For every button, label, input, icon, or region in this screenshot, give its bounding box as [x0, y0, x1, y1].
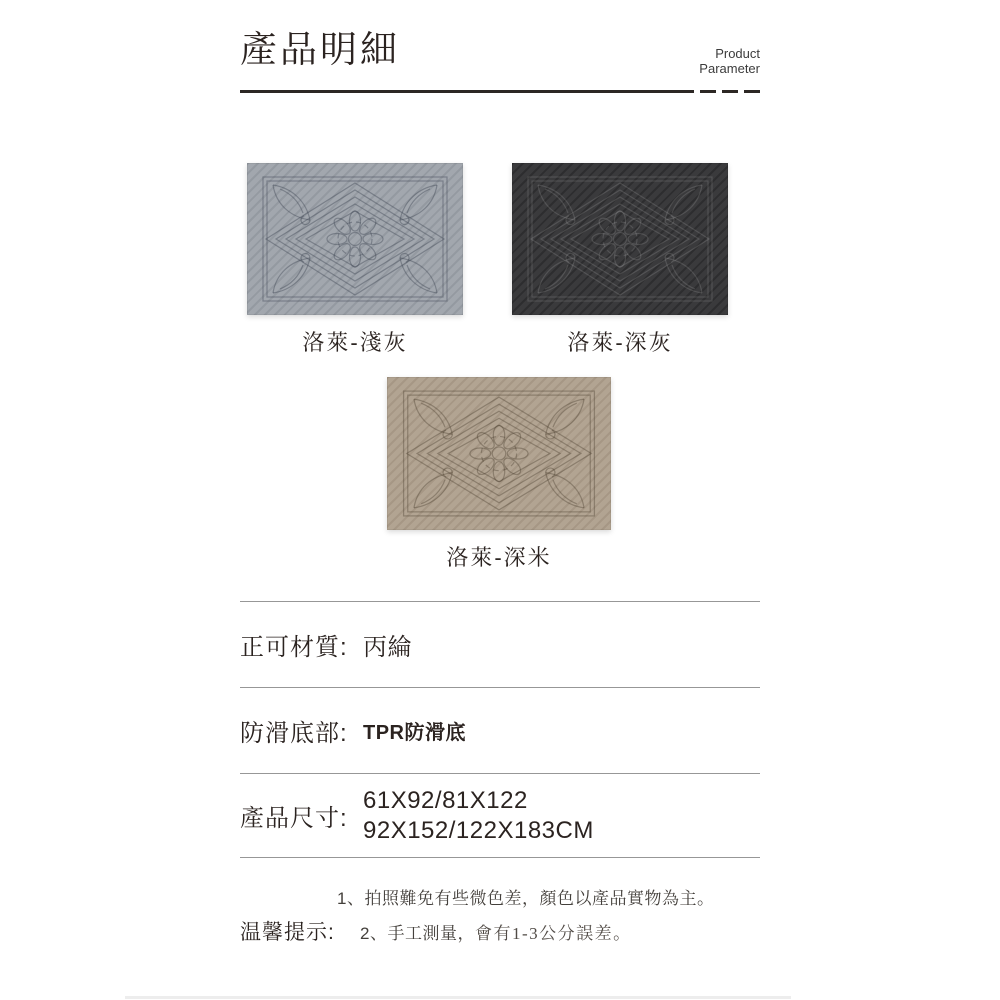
spec-row-bottom: [240, 687, 760, 773]
spec-label: 正可材質:: [240, 634, 348, 661]
divider-dash: [722, 90, 738, 93]
tip-line-2: [360, 919, 632, 944]
spec-label: 產品尺寸:: [240, 805, 348, 832]
spec-value: [363, 786, 594, 846]
size-line-2: 92X152/122X183CM: [363, 816, 594, 844]
header-divider: [240, 90, 760, 93]
mat-pattern: [512, 163, 728, 315]
mat-card-light-gray: [247, 163, 463, 357]
header: [240, 28, 760, 76]
spec-label: 防滑底部:: [240, 720, 348, 747]
tips-label: 温馨提示:: [240, 921, 335, 944]
mat-card-dark-beige: [387, 377, 611, 572]
mat-pattern: [387, 377, 611, 530]
page-title: 產品明細: [240, 29, 400, 70]
subtitle-line-1: Product: [715, 46, 760, 61]
divider-solid-segment: [240, 90, 694, 93]
mat-label: 洛萊-淺灰: [302, 330, 408, 355]
subtitle-line-2: Parameter: [699, 61, 760, 76]
tip-line-2-suffix: 會有1-3公分誤差。: [474, 924, 632, 943]
mat-card-dark-gray: [512, 163, 728, 357]
mat-swatch-dark-beige: [387, 377, 611, 530]
tips-row-2: [240, 916, 760, 946]
size-line-1: 61X92/81X122: [363, 786, 528, 814]
header-subtitle-en: [699, 46, 760, 76]
mat-swatch-dark-gray: [512, 163, 728, 315]
spec-table: [240, 601, 760, 858]
mat-pattern: [247, 163, 463, 315]
tip-line-1: 1、拍照難免有些微色差，顏色以產品實物為主。: [337, 889, 715, 908]
spec-value: TPR防滑底: [363, 722, 466, 744]
mat-label: 洛萊-深灰: [567, 330, 673, 355]
tip-line-2-prefix: 2、手工測量，: [360, 924, 475, 943]
mat-swatch-light-gray: [247, 163, 463, 315]
divider-dash: [700, 90, 716, 93]
mat-label: 洛萊-深米: [446, 545, 552, 570]
spec-value: 丙綸: [363, 634, 412, 661]
tips-section: [240, 884, 760, 946]
next-section-top-edge: [125, 996, 791, 999]
spec-row-material: [240, 601, 760, 687]
spec-row-size: [240, 773, 760, 857]
divider-dash: [744, 90, 760, 93]
